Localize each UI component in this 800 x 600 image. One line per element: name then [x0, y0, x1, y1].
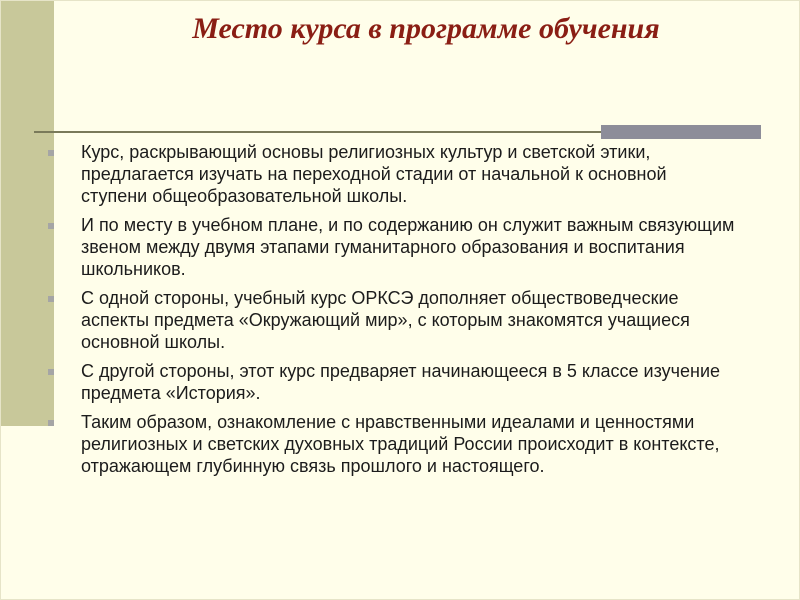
bullet-text: И по месту в учебном плане, и по содержанию он служит важным связующим звеном между двумя этапами гуманитарного образования и воспитания школьников. [81, 215, 735, 279]
bullet-text: С другой стороны, этот курс предваряет начинающееся в 5 классе изучение предмета «История». [81, 361, 721, 403]
bullet-item [45, 287, 735, 353]
square-bullet-icon [48, 369, 54, 375]
bullet-list [45, 141, 735, 484]
bullet-text: С одной стороны, учебный курс ОРКСЭ дополняет обществоведческие аспекты предмета «Окружающий мир», с которым знакомятся учащиеся основной школы. [81, 288, 690, 352]
square-bullet-icon [48, 420, 54, 426]
bullet-text: Курс, раскрывающий основы религиозных культур и светской этики, предлагается изучать на переходной стадии от начальной к основной ступени общеобразовательной школы. [81, 142, 667, 206]
title-divider-line [34, 131, 601, 133]
slide-title: Место курса в программе обучения [192, 12, 660, 45]
bullet-item [45, 214, 735, 280]
bullet-text: Таким образом, ознакомление с нравственными идеалами и ценностями религиозных и светских духовных традиций России происходит в контексте, отражающем глубинную связь прошлого и настоящего. [81, 412, 720, 476]
square-bullet-icon [48, 150, 54, 156]
square-bullet-icon [48, 296, 54, 302]
square-bullet-icon [48, 223, 54, 229]
title-divider-block [601, 125, 761, 139]
bullet-item [45, 360, 735, 404]
bullet-item [45, 411, 735, 477]
bullet-item [45, 141, 735, 207]
